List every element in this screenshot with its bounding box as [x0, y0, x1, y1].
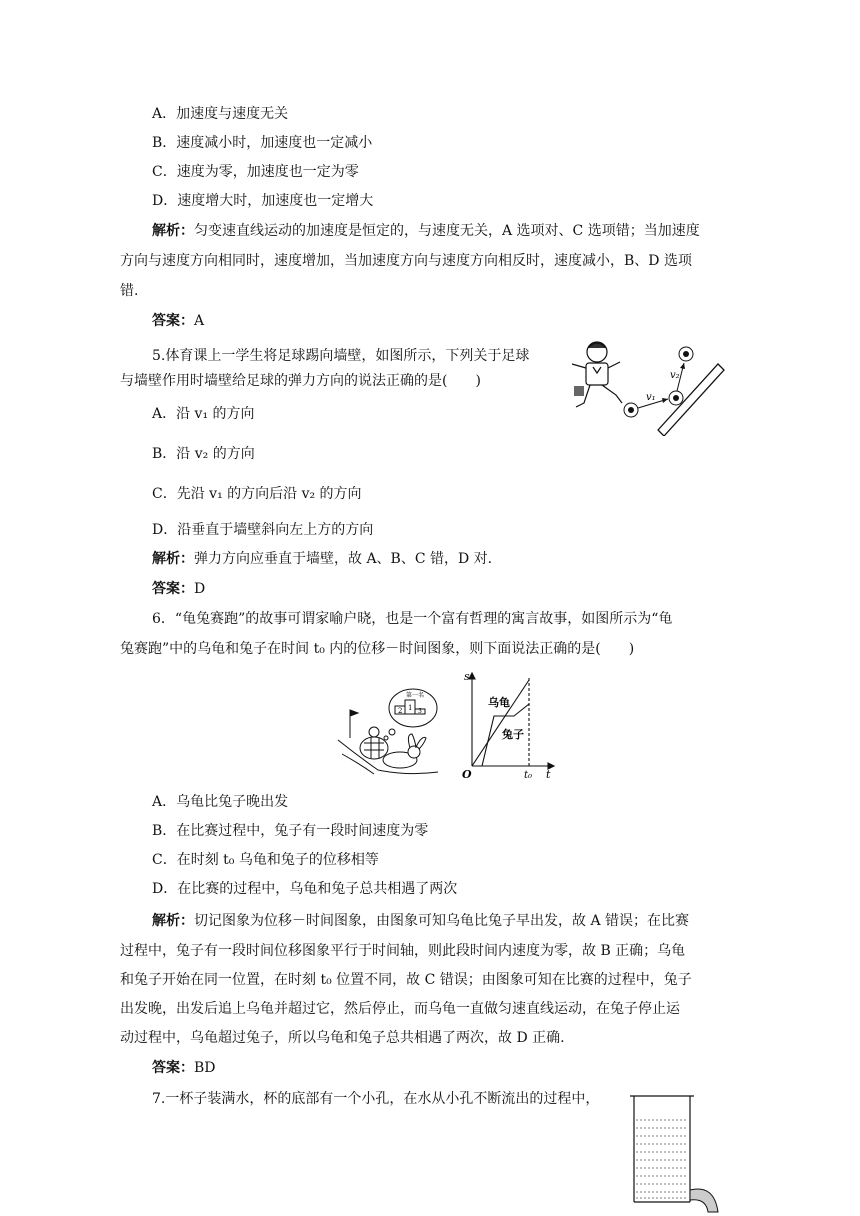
podium-second: 2 — [398, 707, 403, 715]
water — [636, 1120, 688, 1198]
ball-start — [624, 403, 638, 417]
q6-stem-line-2: 兔赛跑”中的乌龟和兔子在时间 t₀ 内的位移－时间图象，则下面说法正确的是( ) — [120, 641, 635, 657]
q4-analysis-line-1: 解析：匀变速直线运动的加速度是恒定的，与速度无关，A 选项对、C 选项错；当加速度 — [152, 223, 700, 239]
analysis-label: 解析： — [152, 551, 194, 567]
answer-label: 答案： — [152, 581, 194, 597]
wall — [658, 364, 724, 436]
answer-label: 答案： — [152, 1060, 194, 1076]
q4-analysis-line-3: 错. — [120, 283, 139, 299]
q5-option-a: A．沿 v₁ 的方向 — [152, 406, 255, 422]
q5-answer: 答案：D — [152, 581, 206, 597]
displacement-time-graph — [458, 668, 558, 780]
q5-stem-line-1: 5.体育课上一学生将足球踢向墙壁，如图所示，下列关于足球 — [152, 348, 530, 364]
tortoise-line — [472, 680, 529, 766]
t0-tick-label: t₀ — [524, 770, 533, 780]
ball-rebound — [679, 347, 693, 361]
q4-option-b: B．速度减小时，加速度也一定减小 — [152, 135, 373, 151]
q5-stem-line-2: 与墙壁作用时墙壁给足球的弹力方向的说法正确的是( ) — [120, 373, 481, 389]
q6-stem-line-1: 6．“龟兔赛跑”的故事可谓家喻户晓，也是一个富有哲理的寓言故事，如图所示为“龟 — [152, 611, 673, 627]
q6-analysis-line-3: 和兔子开始在同一位置，在时刻 t₀ 位置不同，故 C 错误；由图象可知在比赛的过程中，兔子 — [120, 972, 692, 988]
q6-option-a: A．乌龟比兔子晚出发 — [152, 794, 289, 810]
q5-analysis-line-1: 解析：弹力方向应垂直于墙壁，故 A、B、C 错，D 对. — [152, 551, 493, 567]
origin-label: O — [462, 768, 472, 780]
q6-option-b: B．在比赛过程中，兔子有一段时间速度为零 — [152, 823, 429, 839]
t-axis-label: t — [546, 768, 551, 780]
rabbit-label: 兔子 — [502, 728, 524, 741]
q5-option-b: B．沿 v₂ 的方向 — [152, 446, 255, 462]
soccer-wall-figure — [560, 336, 730, 436]
q4-analysis-line-2: 方向与速度方向相同时，速度增加，当加速度方向与速度方向相反时，速度减小，B、D 选项 — [120, 253, 692, 269]
q4-option-c: C．速度为零，加速度也一定为零 — [152, 164, 359, 180]
tortoise-hare-cartoon — [334, 688, 440, 780]
podium-title: 第一名 — [406, 692, 425, 699]
cup-with-hole-figure — [628, 1092, 722, 1216]
analysis-label: 解析： — [152, 913, 194, 929]
q6-option-d: D．在比赛的过程中，乌龟和兔子总共相遇了两次 — [152, 881, 458, 897]
q4-answer: 答案：A — [152, 313, 205, 329]
s-axis-label: s — [464, 670, 470, 683]
q6-answer: 答案：BD — [152, 1060, 216, 1076]
q4-option-a: A．加速度与速度无关 — [152, 106, 289, 122]
ball-wall — [669, 391, 683, 405]
s-axis-arrow — [469, 673, 475, 679]
podium-third: 3 — [418, 708, 422, 715]
analysis-label: 解析： — [152, 223, 194, 239]
q6-option-c: C．在时刻 t₀ 乌龟和兔子的位移相等 — [152, 852, 379, 868]
water-stream — [690, 1189, 718, 1212]
q6-analysis-line-1: 解析：切记图象为位移－时间图象，由图象可知乌龟比兔子早出发，故 A 错误；在比赛 — [152, 913, 690, 929]
q6-analysis-line-4: 出发晚，出发后追上乌龟并超过它，然后停止，而乌龟一直做匀速直线运动，在兔子停止运 — [120, 1001, 680, 1017]
answer-label: 答案： — [152, 313, 194, 329]
v2-label: v₂ — [670, 370, 680, 381]
tortoise-label: 乌龟 — [488, 696, 510, 709]
q6-analysis-line-2: 过程中，兔子有一段时间位移图象平行于时间轴，则此段时间内速度为零，故 B 正确；乌龟 — [120, 943, 686, 959]
podium-first: 1 — [408, 704, 413, 712]
q5-option-c: C．先沿 v₁ 的方向后沿 v₂ 的方向 — [152, 486, 362, 502]
q4-option-d: D．速度增大时，加速度也一定增大 — [152, 193, 374, 209]
v1-label: v₁ — [646, 392, 656, 403]
student-kicker — [572, 342, 622, 407]
q5-option-d: D．沿垂直于墙壁斜向左上方的方向 — [152, 522, 374, 538]
q7-stem-line-1: 7.一杯子装满水，杯的底部有一个小孔，在水从小孔不断流出的过程中， — [152, 1091, 600, 1107]
q6-analysis-line-5: 动过程中，乌龟超过兔子，所以乌龟和兔子总共相遇了两次，故 D 正确. — [120, 1030, 565, 1046]
